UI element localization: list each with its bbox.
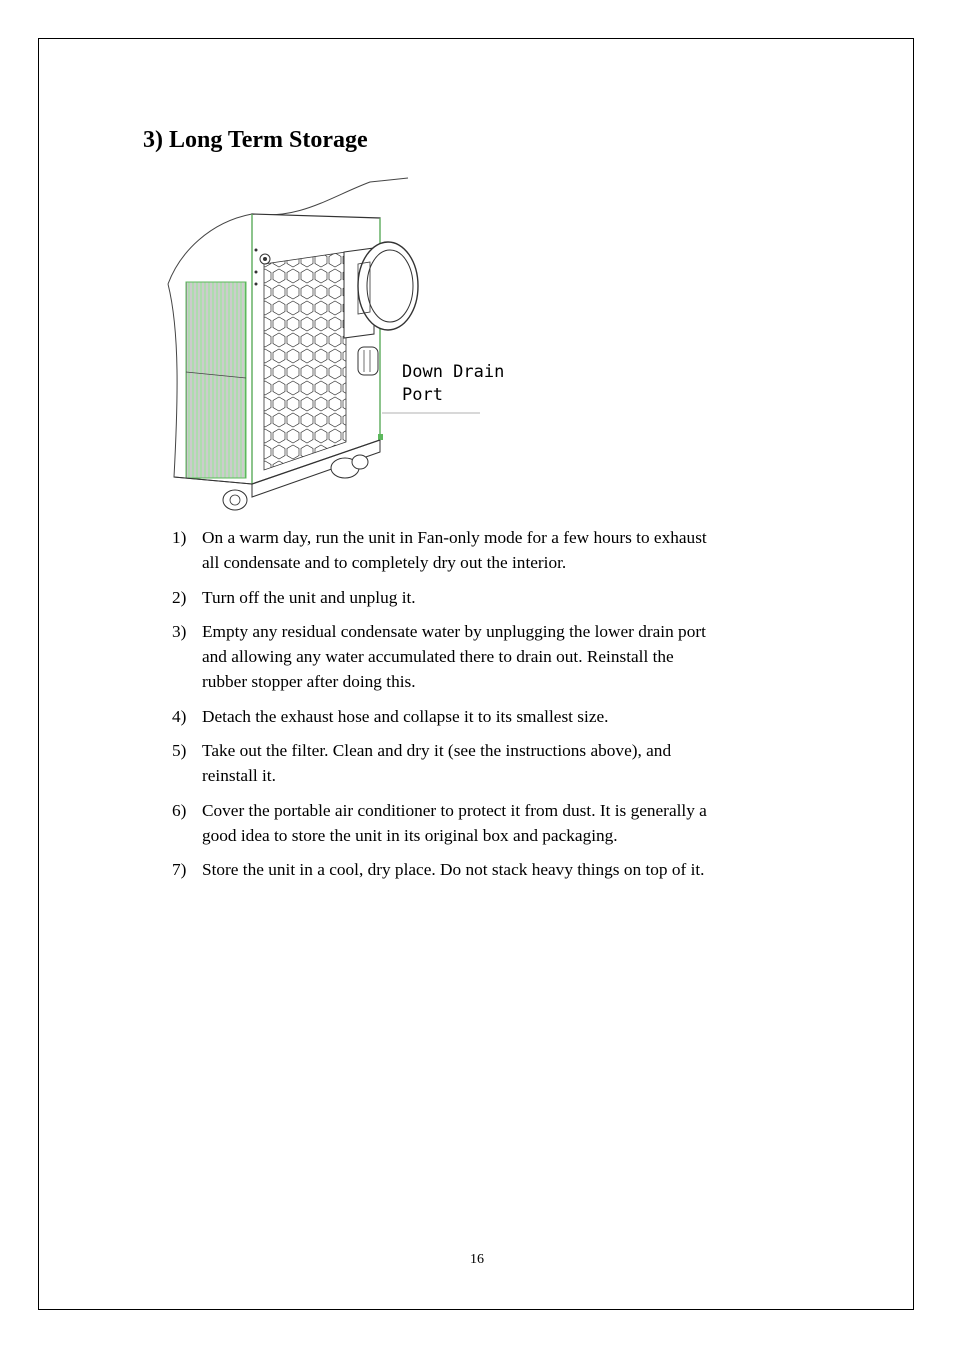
list-item [172, 738, 712, 788]
drain-port-callout [402, 361, 504, 407]
step-number: 3) [172, 622, 187, 641]
step-text: Take out the filter. Clean and dry it (see the instructions above), and reinstall it. [202, 741, 672, 785]
unit-illustration [160, 172, 490, 517]
step-number: 7) [172, 860, 187, 879]
step-text: Empty any residual condensate water by unplugging the lower drain port and allowing any water accumulated there to drain out. Reinstall the rubber stopper after doing this. [202, 622, 706, 691]
callout-line-1: Down Drain [402, 362, 505, 382]
step-number: 1) [172, 528, 187, 547]
list-item [172, 798, 712, 848]
page-number: 16 [470, 1252, 484, 1267]
step-text: On a warm day, run the unit in Fan-only mode for a few hours to exhaust all condensate and to completely dry out the interior. [202, 528, 707, 572]
step-text: Store the unit in a cool, dry place. Do not stack heavy things on top of it. [202, 860, 705, 879]
step-number: 6) [172, 800, 187, 820]
section-title: 3) Long Term Storage [143, 127, 368, 153]
step-number: 4) [172, 706, 187, 726]
list-item [172, 585, 712, 610]
step-number: 5) [172, 741, 187, 760]
step-text: Turn off the unit and unplug it. [202, 587, 416, 607]
step-number: 2) [172, 587, 187, 607]
storage-steps-list [172, 525, 712, 892]
list-item [172, 525, 712, 575]
list-item [172, 857, 712, 882]
list-item [172, 619, 712, 694]
list-item [172, 704, 712, 729]
callout-line-2: Port [402, 385, 443, 405]
step-text: Detach the exhaust hose and collapse it to its smallest size. [202, 706, 609, 726]
step-text: Cover the portable air conditioner to protect it from dust. It is generally a good idea to store the unit in its original box and packaging. [202, 800, 707, 845]
